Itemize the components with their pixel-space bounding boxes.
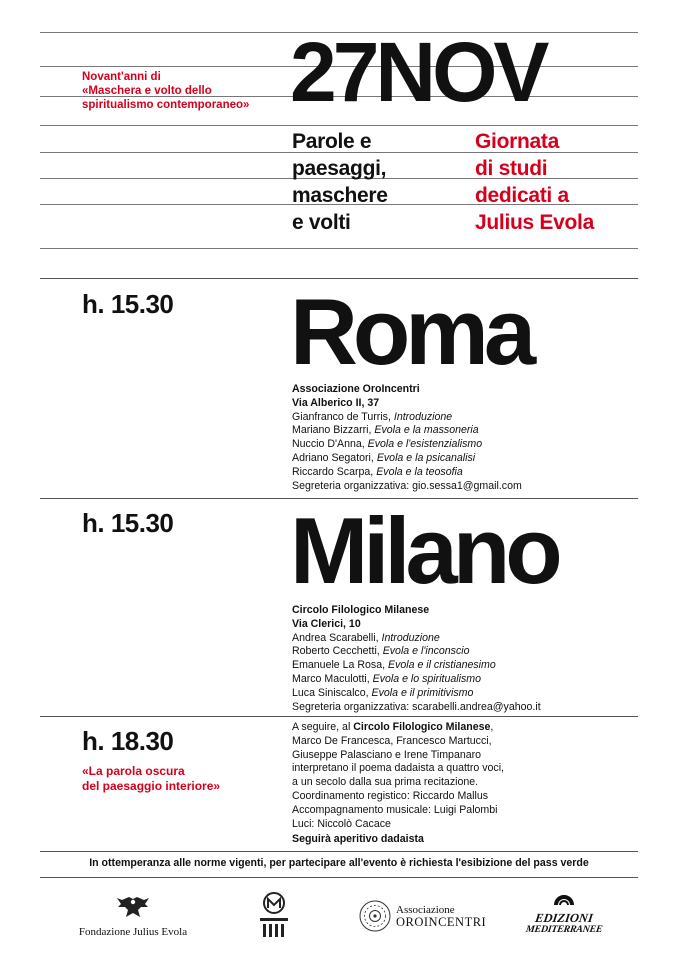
evening-line: a un secolo dalla sua prima recitazione. (292, 776, 479, 789)
evening-line: Giuseppe Palasciano e Irene Timpanaro (292, 748, 482, 761)
evening-line: interpretano il poema dadaista a quattro voci, (292, 762, 505, 775)
roma-time: h. 15.30 (82, 289, 174, 319)
subtitle-line: e volti (292, 211, 351, 234)
logo-caption: Associazione (396, 904, 455, 916)
logo-oroincentri (358, 899, 486, 933)
evening-title-line: «La parola oscura (82, 764, 185, 778)
venue-name: Associazione OroIncentri (292, 383, 420, 395)
subtitle-line: Parole e (292, 130, 372, 153)
logo-caption: MEDITERRANEE (525, 924, 604, 935)
subtitle-line: Julius Evola (475, 211, 594, 234)
evening-intro: A seguire, al Circolo Filologico Milanese, (292, 721, 494, 733)
talk-item: Andrea Scarabelli, Introduzione (292, 631, 440, 644)
talk-item: Marco Maculotti, Evola e lo spiritualismo (292, 672, 481, 685)
secretary-contact[interactable]: Segreteria organizzativa: gio.sessa1@gmail.com (292, 479, 522, 492)
oroincentri-emblem-icon (358, 899, 392, 933)
evening-closing: Seguirà aperitivo dadaista (292, 833, 424, 846)
subtitle-right (475, 128, 594, 236)
evening-program (292, 721, 504, 847)
anniversary-line: spiritualismo contemporaneo» (82, 99, 250, 111)
subtitle-line: dedicati a (475, 184, 569, 207)
secretary-contact[interactable]: Segreteria organizzativa: scarabelli.andrea@yahoo.it (292, 700, 541, 713)
talk-item: Riccardo Scarpa, Evola e la teosofia (292, 465, 463, 478)
event-date: 27NOV (290, 25, 546, 119)
subtitle-line: di studi (475, 157, 548, 180)
evening-line: Accompagnamento musicale: Luigi Palombi (292, 803, 498, 816)
evening-time: h. 18.30 (82, 726, 174, 756)
subtitle-line: maschere (292, 184, 388, 207)
circolo-monogram-icon (258, 891, 290, 939)
logo-caption: EDIZIONI (534, 911, 594, 925)
eagle-emblem-icon (116, 895, 150, 919)
rule (40, 716, 638, 717)
logo-fondazione-evola (78, 895, 188, 938)
talk-item: Luca Siniscalco, Evola e il primitivismo (292, 686, 474, 699)
evening-line: Marco De Francesca, Francesco Martucci, (292, 734, 492, 747)
talk-item: Gianfranco de Turris, Introduzione (292, 410, 453, 423)
anniversary-text (82, 70, 249, 112)
logo-circolo (258, 891, 290, 944)
wave-emblem-icon (553, 892, 575, 908)
milano-program (292, 604, 541, 714)
logo-caption: Fondazione Julius Evola (78, 926, 188, 938)
rule (40, 851, 638, 852)
evening-line: Luci: Niccolò Cacace (292, 817, 391, 830)
evening-title (82, 764, 220, 794)
rule (40, 125, 638, 126)
talk-item: Mariano Bizzarri, Evola e la massoneria (292, 424, 479, 437)
milano-city-title: Milano (290, 498, 558, 603)
subtitle-left (292, 128, 388, 236)
talk-item: Emanuele La Rosa, Evola e il cristianesimo (292, 659, 496, 672)
rule (40, 248, 638, 249)
subtitle-line: paesaggi, (292, 157, 387, 180)
venue-name: Circolo Filologico Milanese (292, 604, 430, 616)
anniversary-line: Novant'anni di (82, 71, 161, 83)
venue-address: Via Alberico II, 37 (292, 396, 380, 409)
talk-item: Roberto Cecchetti, Evola e l'inconscio (292, 645, 470, 658)
venue-address: Via Clerici, 10 (292, 617, 361, 630)
milano-time: h. 15.30 (82, 508, 174, 538)
talk-item: Nuccio D'Anna, Evola e l'esistenzialismo (292, 438, 483, 451)
logo-edizioni-mediterranee (524, 892, 604, 936)
rule (40, 877, 638, 878)
anniversary-line: «Maschera e volto dello (82, 85, 212, 97)
evening-line: Coordinamento registico: Riccardo Mallus (292, 789, 489, 802)
green-pass-notice: In ottemperanza alle norme vigenti, per partecipare all'evento è richiesta l'esibizione del pass verde (89, 857, 589, 869)
subtitle-line: Giornata (475, 130, 559, 153)
talk-item: Adriano Segatori, Evola e la psicanalisi (292, 451, 476, 464)
logo-caption: OROINCENTRI (396, 915, 487, 929)
roma-city-title: Roma (290, 279, 532, 384)
evening-title-line: del paesaggio interiore» (82, 779, 221, 793)
roma-program (292, 383, 522, 493)
